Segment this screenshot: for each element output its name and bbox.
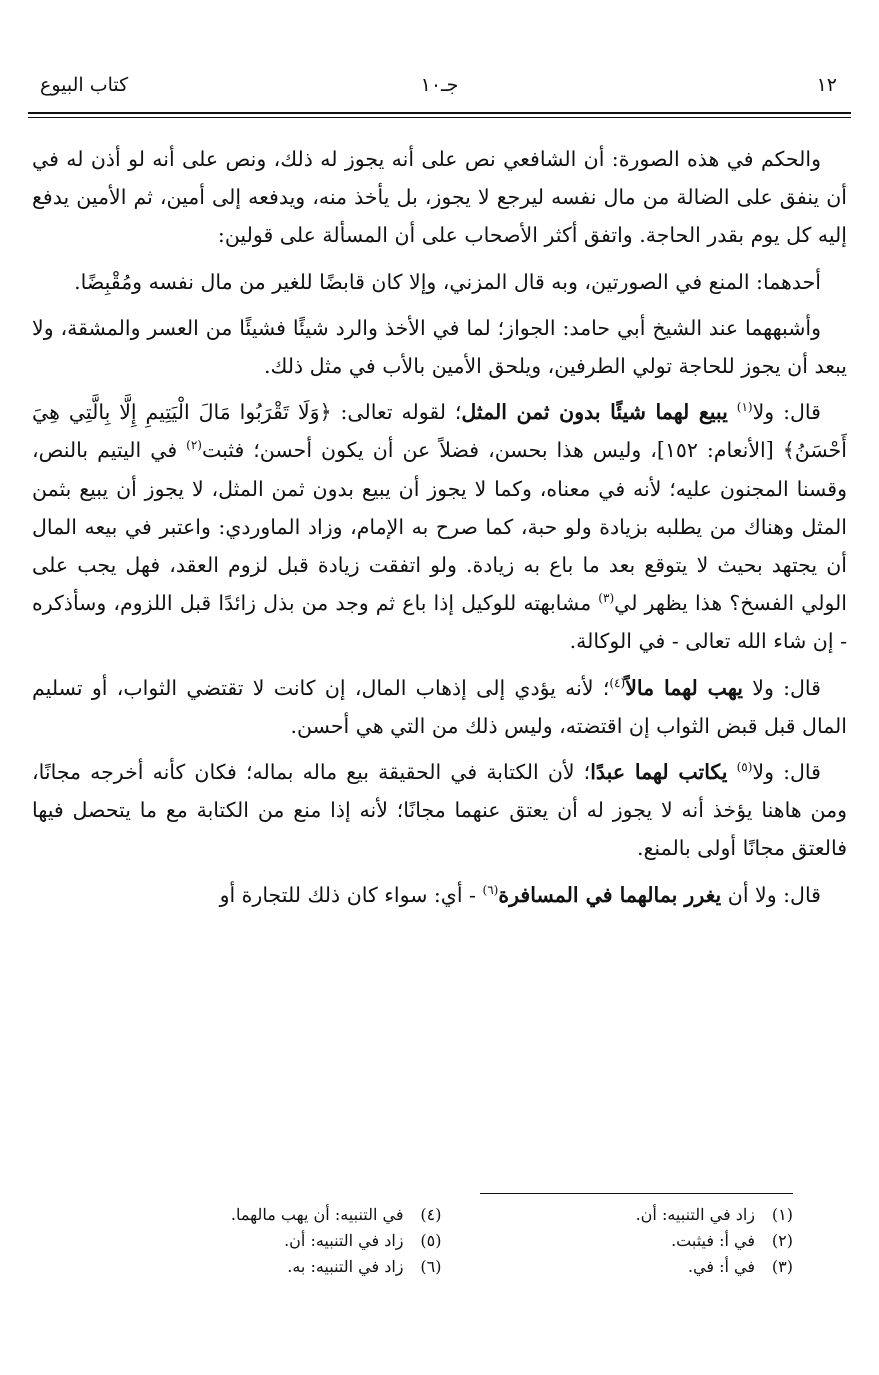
paragraph-second-view: وأشبههما عند الشيخ أبي حامد: الجواز؛ لما في الأخذ والرد شيئًا فشيئًا من العسر والمشقة، ولا يبعد أن يجوز للحاجة تولي الطرفين، ويلحق الأمين بالأب في مثل ذلك.	[32, 315, 847, 379]
footnote-text: زاد في التنبيه: به.	[287, 1257, 404, 1276]
text-segment: قال: ولا	[752, 400, 821, 425]
text-segment: - أي: سواء كان ذلك للتجارة أو	[219, 882, 476, 907]
header-rule-thick	[28, 112, 851, 114]
footnote-separator	[480, 1193, 793, 1194]
paragraph-travel	[32, 876, 847, 914]
matn-bold-text: يهب لهما مالاً	[625, 675, 743, 700]
footnote-ref-4: (٤)	[609, 675, 626, 690]
footnote-number: (٦)	[420, 1257, 442, 1276]
paragraph-first-view: أحدهما: المنع في الصورتين، وبه قال المزني، وإلا كان قابضًا للغير من مال نفسه ومُقْبِضًا.	[74, 269, 821, 294]
volume-label: جـ١٠	[420, 74, 459, 96]
footnote-ref-1: (١)	[736, 400, 753, 415]
footnote-number: (٥)	[420, 1231, 442, 1250]
footnote-text: في أ: فيثبت.	[671, 1231, 755, 1250]
footnote-number: (٣)	[771, 1257, 793, 1276]
footnote-text: زاد في التنبيه: أن.	[635, 1205, 755, 1224]
footnote-number: (٤)	[420, 1205, 442, 1224]
text-segment: قال: ولا	[752, 760, 821, 785]
text-segment: ؛ لأن الكتابة في الحقيقة بيع ماله بماله؛ فكان كأنه أخرجه مجانًا، ومن هاهنا يؤخذ أنه لا يجوز له أن يعتق عنهما مجانًا؛ لأنه إذا منع من الكتابة مع ما يتحصل فيها فالعتق مجانًا أولى بالمنع.	[32, 760, 847, 861]
book-title: كتاب البيوع	[40, 74, 129, 96]
main-text	[32, 140, 847, 1160]
text-segment: قال: ولا	[752, 675, 821, 700]
footnote-text: زاد في التنبيه: أن.	[284, 1231, 404, 1250]
paragraph-ruling: والحكم في هذه الصورة: أن الشافعي نص على أنه يجوز له ذلك، ونص على أنه لو أذن له في أن ينفق على الضالة من مال نفسه ليرجع لا يجوز، بل يأخذ منه، ويدفعه إلى أمين، ثم الأمين يدفع إليه كل يوم بقدر الحاجة. واتفق أكثر الأصحاب على أن المسألة على قولين:	[32, 147, 847, 248]
running-header	[34, 68, 845, 108]
footnote-number: (١)	[771, 1205, 793, 1224]
footnote-number: (٢)	[771, 1231, 793, 1250]
text-segment: قال: ولا أن	[727, 882, 821, 907]
footnote-ref-6: (٦)	[482, 882, 499, 897]
footnote-text: في أ: في.	[687, 1257, 755, 1276]
footnote	[442, 1231, 794, 1257]
footnote	[90, 1231, 442, 1257]
footnote	[442, 1205, 794, 1231]
header-rule-thin	[28, 117, 851, 118]
text-segment: مشابهته للوكيل إذا باع ثم وجد من بذل زائدًا قبل اللزوم، وسأذكره - إن شاء الله تعالى - في الوكالة.	[32, 591, 847, 654]
footnote-ref-5: (٥)	[736, 760, 753, 775]
text-segment: ؛ لأنه يؤدي إلى إذهاب المال، إن كانت لا تقتضي الثواب، أو تسليم المال قبل قبض الثواب إن اقتضته، وليس ذلك من التي هي أحسن.	[32, 675, 847, 738]
footnotes	[90, 1205, 793, 1283]
matn-bold-text: يغرر بمالهما في المسافرة	[498, 882, 722, 907]
text-segment: في اليتيم بالنص، وقسنا المجنون عليه؛ لأنه في معناه، وكما لا يجوز أن يبيع بدون ثمن المثل، لا يجوز أن يبيع بثمن المثل وهناك من يطلبه بزيادة ولو حبة، كما صرح به الإمام، وزاد الماوردي: واعتبر في بيعه المال أن يجتهد بحيث لا يتوقع بعد ما باع به زيادة. ولو اتفقت زيادة قبل لزوم العقد، فهل يجب على الولي الفسخ؟ هذا يظهر لي	[32, 438, 847, 616]
text-segment: ؛ لقوله تعالى: ﴿وَلَا تَقْرَبُوا مَالَ الْيَتِيمِ إِلَّا بِالَّتِي هِيَ أَحْسَنُ﴾ [الأنعام: ١٥٢]، وليس هذا بحسن، فضلاً عن أن يكون أحسن؛ فثبت	[32, 400, 847, 463]
footnote-text: في التنبيه: أن يهب مالهما.	[230, 1205, 404, 1224]
matn-bold-text: يبيع لهما شيئًا بدون ثمن المثل	[461, 400, 728, 425]
footnote	[90, 1205, 442, 1231]
paragraph-gift	[32, 669, 847, 745]
paragraph-kitaba	[32, 753, 847, 868]
matn-bold-text: يكاتب لهما عبدًا	[590, 760, 728, 785]
page-number: ١٢	[816, 74, 837, 96]
footnote	[90, 1257, 442, 1283]
footnote-ref-3: (٣)	[598, 591, 615, 606]
footnote-ref-2: (٢)	[186, 438, 202, 453]
paragraph-sale-below-price	[32, 393, 847, 660]
footnote	[442, 1257, 794, 1283]
